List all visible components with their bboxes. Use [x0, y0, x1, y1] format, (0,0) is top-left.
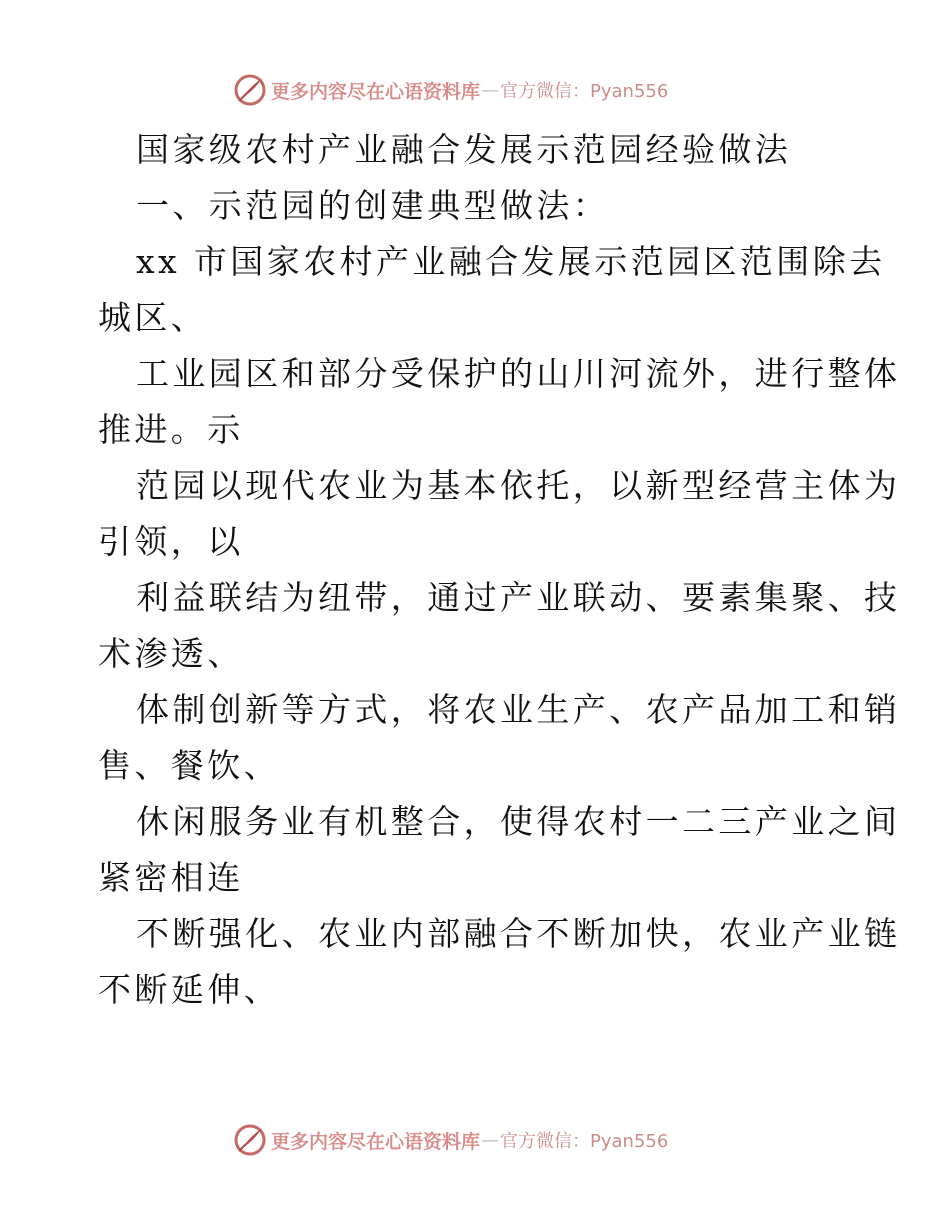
paragraph-block	[98, 346, 901, 458]
paragraph-line: 工业园区和部分受保护的山川河流外，进行整体	[136, 354, 901, 393]
paragraph-line-continuation: 不断延伸、	[98, 970, 280, 1009]
paragraph-line: 休闲服务业有机整合，使得农村一二三产业之间	[136, 802, 901, 841]
document-body	[98, 122, 901, 1018]
paragraph-line: 不断强化、农业内部融合不断加快，农业产业链	[136, 914, 901, 953]
paragraph-block	[98, 458, 901, 570]
watermark-brand: 更多内容尽在心语资料库	[271, 80, 481, 103]
paragraph-line-continuation: 术渗透、	[98, 634, 244, 673]
paragraph-line: 一、示范园的创建典型做法：	[136, 186, 610, 225]
feather-logo-icon	[233, 1123, 267, 1157]
paragraph-line: xx 市国家农村产业融合发展示范园区范围除去	[136, 242, 886, 281]
paragraph-block	[98, 178, 858, 234]
paragraph-block	[98, 570, 901, 682]
watermark-separator: —	[481, 79, 500, 101]
paragraph-line: 利益联结为纽带，通过产业联动、要素集聚、技	[136, 578, 901, 617]
watermark-contact: 官方微信：Pyan556	[500, 1131, 669, 1152]
header-watermark	[233, 73, 668, 107]
feather-logo-icon	[233, 73, 267, 107]
paragraph-line-continuation: 推进。示	[98, 410, 244, 449]
paragraph-line-continuation: 引领，以	[98, 522, 244, 561]
watermark-separator: —	[481, 1129, 500, 1151]
paragraph-line: 体制创新等方式，将农业生产、农产品加工和销	[136, 690, 901, 729]
watermark-contact: 官方微信：Pyan556	[500, 81, 669, 102]
watermark-brand: 更多内容尽在心语资料库	[271, 1130, 481, 1153]
paragraph-block	[98, 682, 901, 794]
paragraph-block	[98, 794, 901, 906]
paragraph-block	[98, 234, 886, 346]
paragraph-line: 范园以现代农业为基本依托，以新型经营主体为	[136, 466, 901, 505]
paragraph-line-continuation: 售、餐饮、	[98, 746, 280, 785]
document-title: 国家级农村产业融合发展示范园经验做法	[136, 130, 792, 169]
paragraph-block	[98, 906, 901, 1018]
paragraph-line-continuation: 紧密相连	[98, 858, 244, 897]
paragraph-line-continuation: 城区、	[98, 298, 208, 337]
footer-watermark	[233, 1123, 668, 1157]
